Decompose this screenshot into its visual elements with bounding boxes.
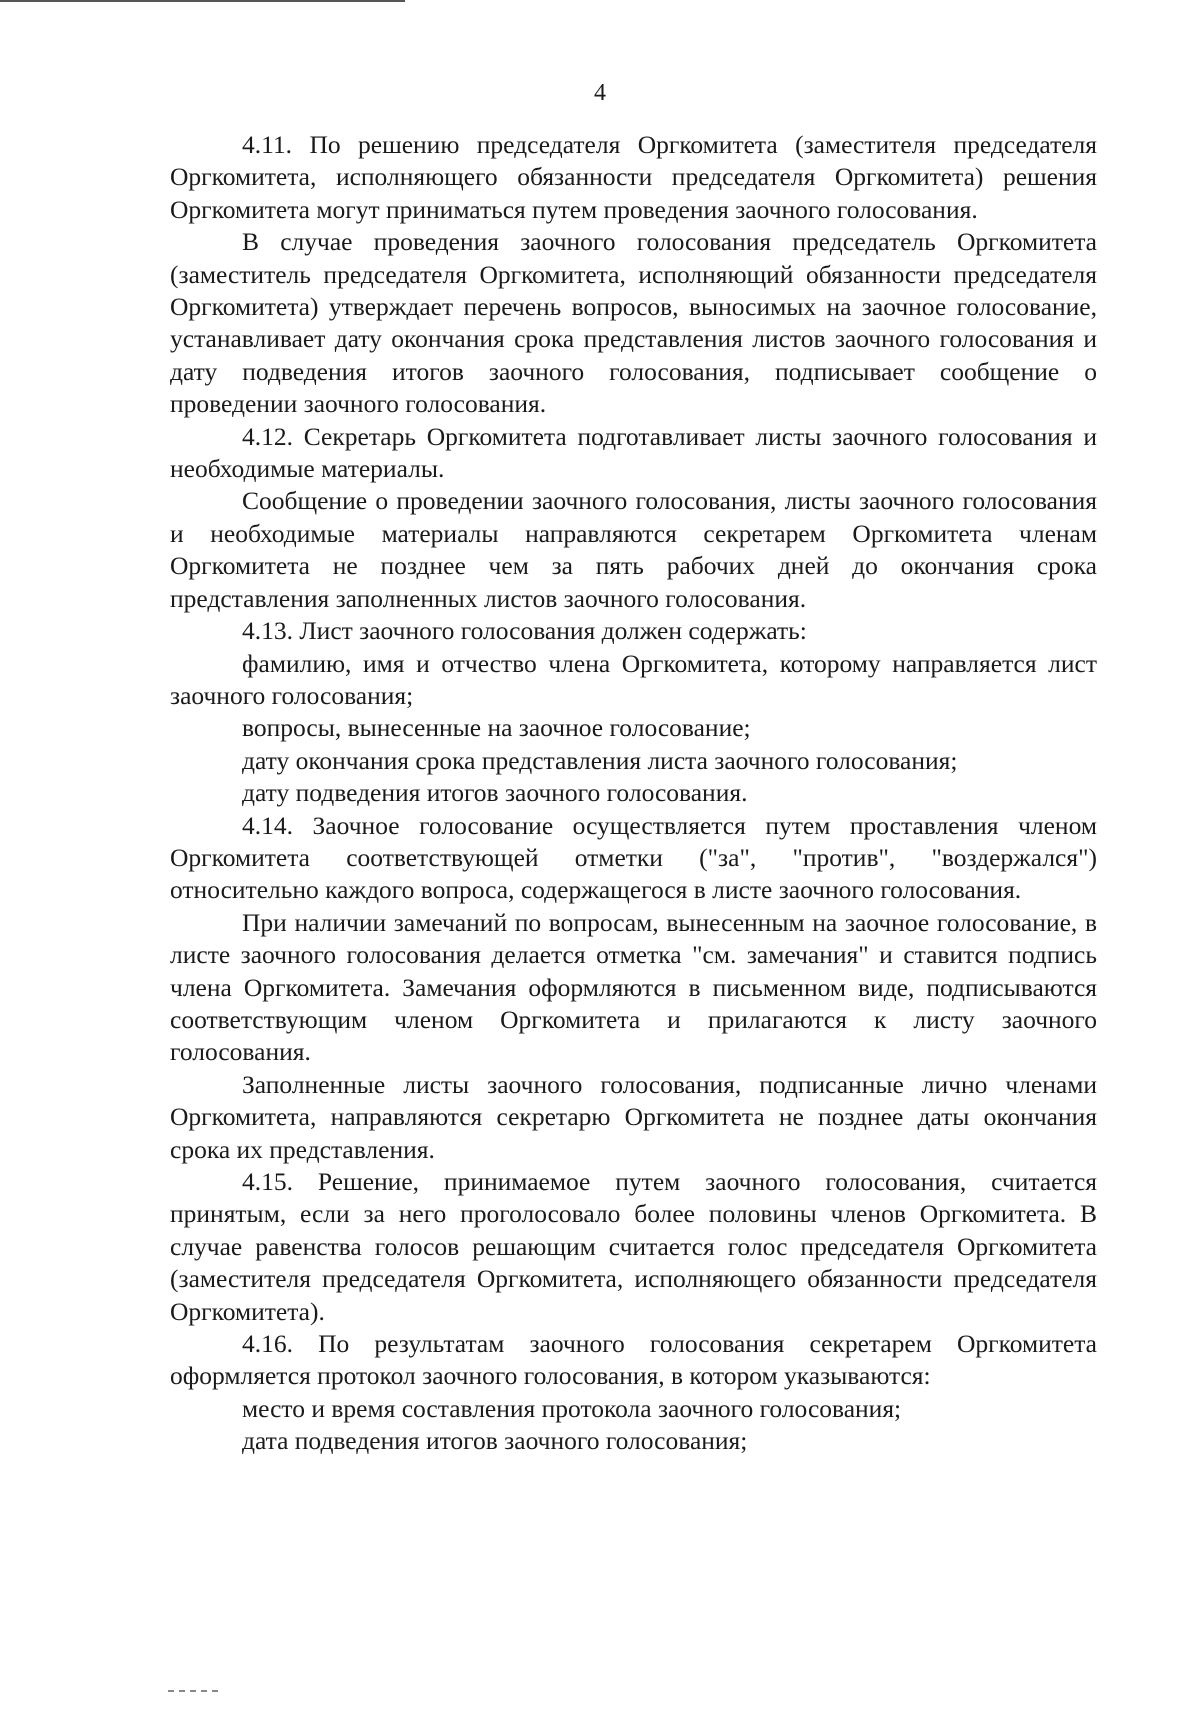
paragraph-4-14: 4.14. Заочное голосование осуществляется путем проставления членом Оргкомитета соответствующей отметки ("за", "против", "воздержался") относительно каждого вопроса, содержащегося в листе заочного голосования. <box>170 810 1097 905</box>
paragraph-4-13: 4.13. Лист заочного голосования должен содержать: <box>242 616 807 646</box>
paragraph-4-15: 4.15. Решение, принимаемое путем заочного голосования, считается принятым, если за него проголосовало более половины членов Оргкомитета. В случае равенства голосов решающим считается голос председателя Оргкомитета (заместителя председателя Оргкомитета, исполняющего обязанности председателя Оргкомитета). <box>170 1167 1097 1326</box>
paragraph-4-16: 4.16. По результатам заочного голосования секретарем Оргкомитета оформляется протокол заочного голосования, в котором указываются: <box>170 1329 1097 1391</box>
scan-artifact-mark <box>168 1690 218 1694</box>
paragraph-4-12: 4.12. Секретарь Оргкомитета подготавливает листы заочного голосования и необходимые материалы. <box>170 421 1097 484</box>
paragraph-4-11-voting-procedure: В случае проведения заочного голосования председатель Оргкомитета (заместитель председателя Оргкомитета, исполняющий обязанности председателя Оргкомитета) утверждает перечень вопросов, выносимых на заочное голосование, устанавливает дату окончания срока представления листов заочного голосования и дату подведения итогов заочного голосования, подписывает сообщение о проведении заочного голосования. <box>170 227 1097 419</box>
paragraph-4-12-notice: Сообщение о проведении заочного голосования, листы заочного голосования и необходимые материалы направляются секретарем Оргкомитета членам Оргкомитета не позднее чем за пять рабочих дней до окончания срока представления заполненных листов заочного голосования. <box>170 486 1097 613</box>
page-number: 4 <box>594 80 606 106</box>
paragraph-4-14-completed-sheets: Заполненные листы заочного голосования, подписанные лично членами Оргкомитета, направляются секретарю Оргкомитета не позднее даты окончания срока их представления. <box>170 1069 1097 1164</box>
list-item-results-date: дату подведения итогов заочного голосования. <box>242 778 748 808</box>
list-item-full-name: фамилию, имя и отчество члена Оргкомитета, которому направляется лист заочного голосования; <box>170 648 1097 710</box>
paragraph-4-11: 4.11. По решению председателя Оргкомитета (заместителя председателя Оргкомитета, исполняющего обязанности председателя Оргкомитета) решения Оргкомитета могут приниматься путем проведения заочного голосования. <box>170 130 1097 224</box>
list-item-questions: вопросы, вынесенные на заочное голосование; <box>242 713 751 743</box>
list-item-results-date-protocol: дата подведения итогов заочного голосования; <box>242 1426 748 1456</box>
document-body <box>170 129 1097 1458</box>
paragraph-4-14-remarks: При наличии замечаний по вопросам, вынесенным на заочное голосование, в листе заочного голосования делается отметка "см. замечания" и ставится подпись члена Оргкомитета. Замечания оформляются в письменном виде, подписываются соответствующим членом Оргкомитета и прилагаются к листу заочного голосования. <box>170 907 1097 1067</box>
list-item-place-and-time: место и время составления протокола заочного голосования; <box>242 1393 902 1423</box>
list-item-submission-deadline: дату окончания срока представления листа заочного голосования; <box>242 745 958 775</box>
top-edge-rule <box>0 0 405 2</box>
